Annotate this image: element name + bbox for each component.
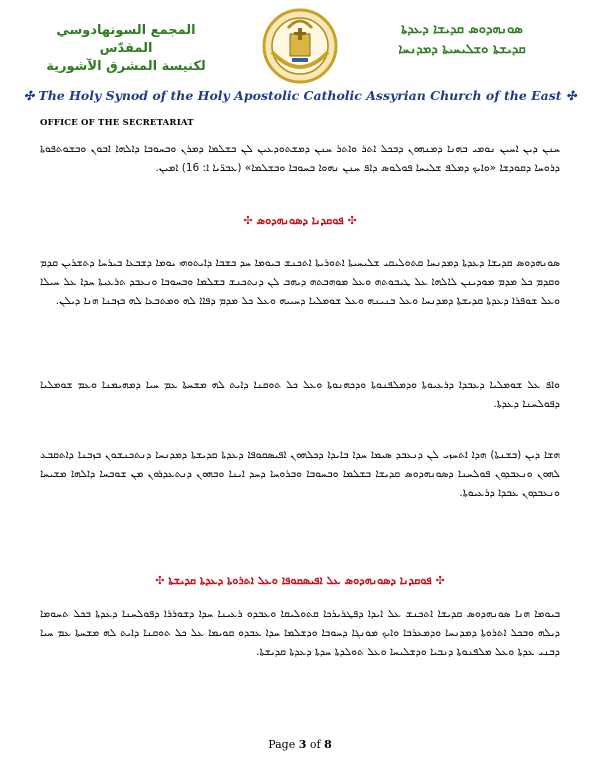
syriac-header <box>352 20 572 60</box>
syriac-header-line1: ܣܘܢܗܕܘܣ ܩܕܝܫܐ ܕܥܕܬܐ <box>401 22 523 37</box>
page-of: of <box>309 738 321 751</box>
paragraph-5: ܒܝܘܡܐ ܗܢܐ ܣܘܢܗܕܘܣ ܩܕܝܫܐ ܐܬܟܢܫ ܥܠ ܐܝܕܐ ܕܦܛܪܝܪܟܐ ܩܬܘܠܝܩܐ ܘܥܒܕܘ ܪܥܝܢܐ ܚܕܐ ܕܫܘܪܪܐ ܕܦܘܠܚܢܐ ܕܥܕܬܐ ܒܟܠ ܬܚܘܡܐ ܕܝܠܗ ܘܒܟܠ ܐܬܪܘܬܐ ܕܡܕܢܚܐ ܘܕܡܥܪܒܐ ܘܐܝܟ ܡܘܢܓܐ ܕܚܘܒܐ ܘܕܫܠܡܐ ܚܕܐ ܥܒܕܘ ܩܘܝܡܐ ܥܠ ܟܠ ܬܘܩܢܐ ܕܐܝܬ ܠܗ ܡܫܚܬܐ ܥܡ ܚܝܐ ܕܒܢܝ ܥܕܬܐ ܘܥܠ ܡܠܦܢܘܬܐ ܕܢܒܝܐ ܘܕܫܠܝܚܐ ܘܥܠ ܬܘܠܕܬܐ ܚܕܬܐ ܕܥܕܬܐ ܩܕܝܫܬܐ. <box>40 608 560 658</box>
office-label: OFFICE OF THE SECRETARIAT <box>40 118 194 128</box>
paragraph-1: ܚܢܢ ܕܝܢ ܐܚܝܢ ܢܘܡܝ ܒܗܢܐ ܕܡܢܗܘܢ ܕܒܟܠ ܐܬܪ ܘܐܬܪ ܚܢܢ ܕܡܫܬܘܕܥܝܢ ܠܢ ܒܫܠܡܐ ܕܡܪܢ ܘܒܚܘܒܐ ܕܐܠܗܐ ܐܒܘܢ ܘܒܫܘܬܦܘܬܐ ܕܪܘܚܐ ܕܩܘܕܫܐ «ܘܐܝܟ ܕܡܠܦ ܫܠܝܚܐ ܦܘܠܘܣ ܕܐܦ ܚܢܢ ܢܗܘܐ ܒܚܘܒܐ ܘܒܫܠܡܐ» (ܥܒܪ̈ܝܐ ܐ: 16) ܐܡܝܢ. <box>40 143 560 174</box>
synod-banner: ✣ The Holy Synod of the Holy Apostolic Catholic Assyrian Church of the East ✣ <box>23 88 577 103</box>
arabic-header-line1: المجمع السونهادوسي المقدّس <box>56 23 196 56</box>
section-heading-2: ✣ ܦܘܩܕܢܐ ܕܣܘܢܗܕܘܣ ܥܠ ܐܦܝܣܩܘܦܐ ܘܥܠ ܐܬܪܘܬܐ ܕܥܕܬܐ ܩܕܝܫܬܐ ✣ <box>155 574 445 587</box>
page-label: Page <box>268 738 296 751</box>
section-heading-1: ✣ ܦܘܩܕܢܐ ܕܣܘܢܗܕܘܣ ✣ <box>243 214 357 227</box>
paragraph-2: ܣܘܢܗܕܘܣ ܩܕܝܫܐ ܕܥܕܬܐ ܕܡܕܢܚܐ ܩܬܘܠܝܩܝ ܫܠܝܚܝܬܐ ܐܬܘܪܝܬܐ ܐܬܟܢܫ ܒܝܘܡܐ ܚܕ ܒܫܒܐ ܕܐܝܬܘܗܝ ܝܘܡܐ ܕܫܒܥܐ ܒܝܪܚܐ ܕܬܫܪܝܢ ܩܕܡ ܘܩܕܡ ܟܠ ܡܕܡ ܡܘܕܝܢܢ ܠܐܠܗܐ ܥܠ ܛܝܒܘܬܗ ܘܥܠ ܡܘܗܒܬܗ ܕܝܗܒ ܠܢ ܕܢܬܟܢܫ ܒܫܠܡܐ ܘܒܚܘܒܐ ܘܢܥܒܕ ܬܪܥܝܬܐ ܚܕܐ ܥܠ ܚܝܠܐ ܘܥܠ ܫܘܦܪܐ ܕܥܕܬܐ ܩܕܝܫܬܐ ܕܡܕܢܚܐ ܘܥܠ ܒܢܝܢܗ ܘܥܠ ܫܘܡܠܝܐ ܕܚܝܝܗ ܘܥܠ ܟܠ ܡܕܡ ܕܦܐܐ ܠܗ ܘܡܬܒܥܐ ܠܗ ܒܙܒܢܐ ܗܢܐ ܕܝܠܢ. <box>40 257 560 307</box>
church-emblem-logo <box>260 6 340 86</box>
page-current: 3 <box>298 738 307 751</box>
page-footer <box>0 738 600 751</box>
syriac-header-line2: ܩܕܝܫܬܐ ܘܫܠܝܚܝܬܐ ܕܡܕܢܚܐ <box>398 42 526 57</box>
arabic-header <box>36 22 216 76</box>
arabic-header-line2: لكنيسة المشرق الآشورية <box>46 59 206 74</box>
page-total: 8 <box>324 738 332 751</box>
paragraph-4: ܗܫܐ ܕܝܢ (ܒܫܢܬܐ) ܗܕܐ ܐܬܚܙܝ ܠܢ ܕܢܥܒܕ ܣܝܡܐ ܚܕܐ ܒܐܝܕܐ ܕܟܠܗܘܢ ܐܦܝܣܩܘܦܐ ܕܥܕܬܐ ܩܕܝܫܬܐ ܕܡܕܢܚܐ ܕܢܬܟܢܫܘܢ ܒܙܒܢܐ ܕܐܬܩܒܥ ܠܗܘܢ ܘܢܥܒܕܘܢ ܦܘܠܚܢܐ ܕܣܘܢܗܕܘܣ ܩܕܝܫܐ ܒܫܠܡܐ ܘܒܚܘܒܐ ܘܒܪܘܚܐ ܕܚܕ ܐܝܢܐ ܘܒܗܘܢ ܕܢܬܥܕܪܘܢ ܡܢ ܫܘܒܚܐ ܕܐܠܗܐ ܡܫܝܚܐ ܘܢܥܒܕܘܢ ܥܒܕܐ ܕܪܥܝܘܬܐ. <box>40 449 560 499</box>
paragraph-3: ܘܐܦ ܥܠ ܫܘܡܠܝܐ ܕܥܒܕܐ ܕܪܥܝܘܬܐ ܘܕܡܠܦܢܘܬܐ ܘܕܟܗܢܘܬܐ ܘܥܠ ܟܠ ܬܘܩܢܐ ܕܐܝܬ ܠܗ ܡܫܚܬܐ ܥܡ ܚܝܐ ܕܡܗܝܡܢܐ ܘܥܡ ܫܘܡܠܝܐ ܕܦܘܠܚܢܐ ܕܥܕܬܐ. <box>40 379 560 410</box>
